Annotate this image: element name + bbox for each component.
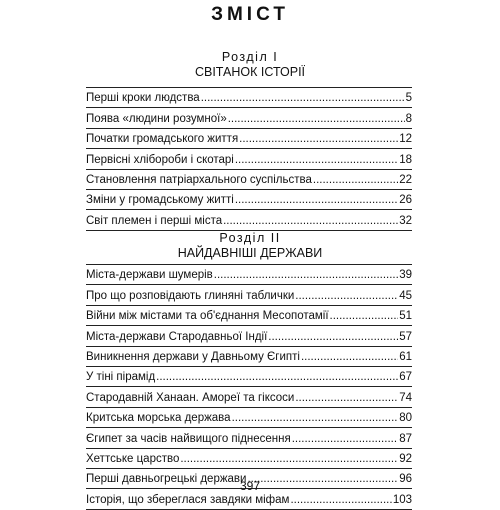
toc-entry-page: 74 — [399, 391, 412, 404]
toc-entry-page: 57 — [399, 330, 412, 343]
toc-entry-page: 32 — [399, 214, 412, 227]
page-title: ЗМІСТ — [211, 4, 289, 25]
toc-entry-page: 92 — [399, 452, 412, 465]
dot-leader — [301, 350, 398, 364]
toc-entry-page: 39 — [399, 269, 412, 282]
toc-entry-title: Перші кроки людства — [86, 92, 200, 105]
section-2-name: НАЙДАВНІШІ ДЕРЖАВИ — [177, 246, 323, 260]
toc-entry-page: 8 — [405, 112, 412, 125]
toc-entry-page: 26 — [399, 194, 412, 207]
toc-entry — [86, 347, 412, 367]
toc-entry-title: Виникнення держави у Давньому Єгипті — [86, 350, 300, 363]
toc-entry — [86, 210, 412, 230]
toc-entry-title: Становлення патріархального суспільства — [86, 173, 312, 186]
toc-entry — [86, 428, 412, 448]
dot-leader — [268, 330, 398, 344]
toc-entry — [86, 306, 412, 326]
section-2-toc — [86, 264, 412, 510]
toc-entry-page: 18 — [399, 153, 412, 166]
toc-entry-title: Єгипет за часів найвищого піднесення — [86, 432, 291, 445]
section-1-name: СВІТАНОК ІСТОРІЇ — [194, 65, 306, 79]
dot-leader — [180, 452, 398, 466]
dot-leader — [214, 268, 398, 282]
toc-entry — [86, 387, 412, 407]
toc-entry-title: Хеттське царство — [86, 452, 180, 465]
toc-entry-page: 5 — [405, 92, 412, 105]
toc-entry-page: 103 — [392, 493, 412, 506]
toc-entry-title: Критська морська держава — [86, 412, 231, 425]
toc-entry — [86, 408, 412, 428]
toc-entry — [86, 149, 412, 169]
toc-entry-page: 96 — [399, 473, 412, 486]
toc-entry-title: Початки громадського життя — [86, 133, 239, 146]
toc-entry-title: Первісні хлібороби і скотарі — [86, 153, 234, 166]
toc-entry — [86, 265, 412, 285]
toc-entry-page: 87 — [399, 432, 412, 445]
dot-leader — [313, 173, 398, 187]
dot-leader — [201, 91, 405, 105]
dot-leader — [156, 370, 398, 384]
toc-entry — [86, 170, 412, 190]
dot-leader — [295, 289, 398, 303]
dot-leader — [239, 132, 398, 146]
toc-entry-title: Стародавній Ханаан. Амореї та гіксоси — [86, 391, 295, 404]
toc-entry-title: Зміни у громадському житті — [86, 194, 234, 207]
toc-entry-page: 51 — [399, 310, 412, 323]
dot-leader — [223, 214, 398, 228]
toc-entry-title: Міста-держави шумерів — [86, 269, 213, 282]
dot-leader — [235, 193, 398, 207]
toc-entry — [86, 449, 412, 469]
toc-entry-page: 67 — [399, 371, 412, 384]
dot-leader — [232, 411, 399, 425]
dot-leader — [292, 432, 398, 446]
section-2-heading — [0, 231, 500, 261]
toc-entry — [86, 190, 412, 210]
toc-entry — [86, 108, 412, 128]
toc-entry-title: Світ племен і перші міста — [86, 214, 223, 227]
toc-entry-page: 22 — [399, 173, 412, 186]
dot-leader — [228, 112, 405, 126]
toc-entry-page: 45 — [399, 289, 412, 302]
dot-leader — [295, 391, 398, 405]
toc-entry-title: Перші давньогрецькі держави — [86, 473, 247, 486]
toc-entry-title: У тіні пірамід — [86, 371, 156, 384]
toc-entry — [86, 88, 412, 108]
dot-leader — [235, 153, 398, 167]
toc-entry-page: 12 — [399, 133, 412, 146]
toc-entry — [86, 285, 412, 305]
toc-entry-title: Про що розповідають глиняні таблички — [86, 289, 295, 302]
toc-entry-title: Міста-держави Стародавньої Індії — [86, 330, 268, 343]
toc-entry-page: 61 — [399, 350, 412, 363]
page-number: 397 — [239, 479, 261, 493]
toc-entry-title: Війни між містами та об'єднання Месопотамії — [86, 310, 329, 323]
toc-entry-title: Історія, що збереглася завдяки міфам — [86, 493, 290, 506]
toc-entry — [86, 129, 412, 149]
dot-leader — [330, 309, 399, 323]
toc-entry-title: Поява «людини розумної» — [86, 112, 227, 125]
toc-entry — [86, 367, 412, 387]
section-1-toc — [86, 87, 412, 231]
section-1-number: Розділ I — [221, 50, 279, 64]
toc-entry — [86, 326, 412, 346]
section-2-number: Розділ II — [219, 231, 281, 245]
section-1-heading — [0, 50, 500, 80]
toc-entry-page: 80 — [399, 412, 412, 425]
